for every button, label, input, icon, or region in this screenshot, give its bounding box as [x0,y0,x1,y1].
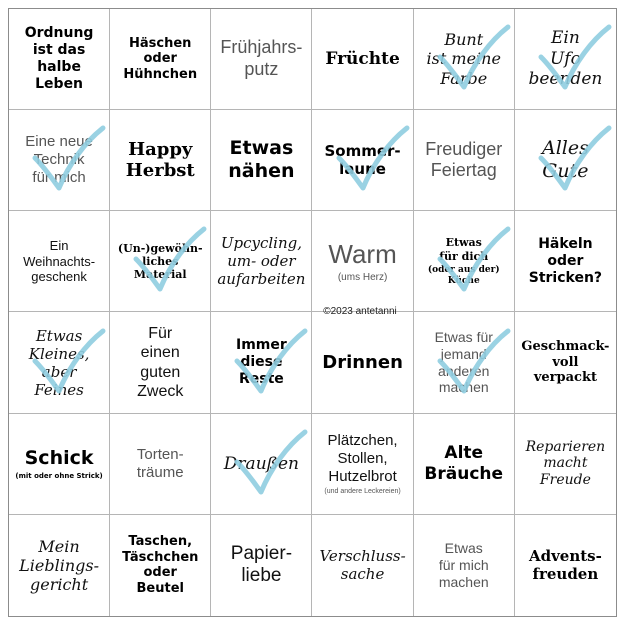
cell-subtitle: (oder aus der) Küche [427,264,500,286]
cell-label: Papier- liebe [230,542,293,587]
cell-label: Etwas für dich [439,236,489,263]
bingo-cell[interactable] [211,211,312,312]
cell-label: Reparieren macht Freude [525,438,606,489]
cell-label: Für einen guten Zweck [137,325,184,400]
bingo-cell[interactable] [312,312,413,413]
cell-label: Häkeln oder Stricken? [528,236,603,286]
cell-label: Alte Bräuche [424,443,504,484]
cell-label: Freudiger Feiertag [425,138,503,181]
bingo-cell[interactable] [211,9,312,110]
bingo-cell[interactable] [414,312,515,413]
bingo-cell[interactable] [515,211,616,312]
bingo-cell[interactable] [211,110,312,211]
bingo-cell[interactable] [515,312,616,413]
cell-label: Häschen oder Hühnchen [123,35,198,82]
cell-label: Taschen, Täschchen oder Beutel [122,534,199,596]
bingo-cell[interactable] [9,515,110,616]
bingo-cell[interactable] [211,515,312,616]
bingo-cell[interactable] [110,211,211,312]
cell-label: Schick [24,447,94,470]
bingo-cell[interactable] [312,515,413,616]
bingo-cell[interactable] [110,312,211,413]
cell-subtitle: (mit oder ohne Strick) [15,471,103,480]
cell-label: Ein Ufo beenden [528,28,603,90]
cell-label: Bunt ist meine Farbe [426,30,501,88]
bingo-cell[interactable] [414,110,515,211]
bingo-cell[interactable] [515,9,616,110]
cell-label: Sommer- laune [324,142,401,179]
bingo-cell[interactable] [211,414,312,515]
bingo-cell[interactable] [312,414,413,515]
bingo-cell[interactable] [110,110,211,211]
cell-label: Verschluss- sache [319,547,406,584]
cell-label: Ein Weihnachts- geschenk [23,238,96,285]
cell-label: Etwas für jemand anderen machen [434,328,493,396]
cell-subtitle: (und andere Leckereien) [324,487,401,495]
cell-label: Etwas Kleines, aber Feines [28,326,90,399]
bingo-cell[interactable] [110,515,211,616]
cell-label: Upcycling, um- oder aufarbeiten [217,234,306,289]
bingo-cell[interactable] [9,312,110,413]
bingo-cell[interactable] [414,211,515,312]
bingo-cell[interactable] [9,414,110,515]
cell-label: Drinnen [322,351,403,373]
bingo-cell[interactable] [312,110,413,211]
bingo-cell[interactable] [515,515,616,616]
cell-label: (Un-)gewöhn- liches Material [117,241,203,281]
bingo-cell[interactable] [414,515,515,616]
bingo-cell[interactable] [9,9,110,110]
cell-label: Happy Herbst [125,138,195,182]
bingo-cell[interactable] [312,211,413,312]
cell-label: Früchte [325,48,400,69]
cell-label: Plätzchen, Stollen, Hutzelbrot [327,431,398,485]
bingo-cell[interactable] [9,211,110,312]
bingo-cell[interactable] [414,9,515,110]
copyright-notice: ©2023 antetanni [323,306,397,317]
bingo-cell[interactable] [9,110,110,211]
cell-label: Alles Gute [541,137,589,183]
bingo-cell[interactable] [312,9,413,110]
cell-label: Mein Lieblings- gericht [19,536,99,594]
cell-label: Immer diese Reste [236,337,287,387]
cell-label: Advents- freuden [528,547,602,584]
cell-label: Geschmack- voll verpackt [521,339,610,386]
bingo-cell[interactable] [515,414,616,515]
cell-label: Draußen [223,453,300,474]
bingo-cell[interactable] [515,110,616,211]
bingo-cell[interactable] [110,9,211,110]
bingo-cell[interactable] [414,414,515,515]
bingo-cell[interactable] [110,414,211,515]
bingo-cell[interactable] [211,312,312,413]
cell-label: Frühjahrs- putz [220,37,303,80]
cell-label: Etwas für mich machen [438,540,489,590]
cell-label: Eine neue Technik für mich [25,133,93,187]
cell-label: Warm [328,238,397,269]
cell-subtitle: (ums Herz) [337,272,388,283]
cell-label: Ordnung ist das halbe Leben [24,25,94,92]
cell-label: Torten- träume [136,445,184,481]
cell-label: Etwas nähen [228,137,295,183]
